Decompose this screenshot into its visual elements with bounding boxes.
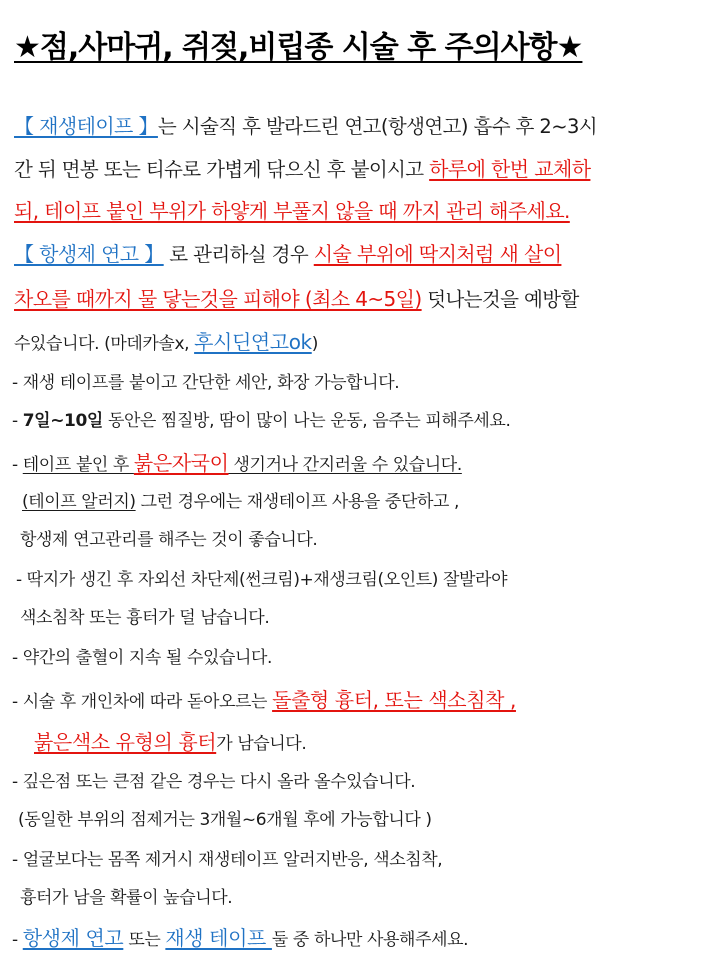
note-3-dash: - [12, 455, 23, 475]
note-9-red: 돌출형 흉터, 또는 색소침착 , [272, 688, 516, 712]
ointment-line-2-red: 차오를 때까지 물 닿는것을 피해야 (최소 4~5일) [14, 287, 422, 311]
note-7: 색소침착 또는 흉터가 덜 남습니다. [20, 608, 270, 628]
ointment-line-1-red: 시술 부위에 딱지처럼 새 살이 [313, 242, 562, 266]
tape-line-1-text: 는 시술직 후 발라드린 연고(항생연고) 흡수 후 2~3시 [157, 115, 597, 138]
note-13: - 얼굴보다는 몸쪽 제거시 재생테이프 알러지반응, 색소침착, [12, 850, 443, 870]
ointment-line-3-blue: 후시딘연고ok [194, 330, 312, 354]
note-9-text: - 시술 후 개인차에 따라 돋아오르는 [12, 692, 273, 712]
ointment-heading: 【 항생제 연고 】 [14, 242, 164, 266]
tape-line-2-red: 하루에 한번 교체하 [429, 157, 591, 181]
note-15-text: 둘 중 하나만 사용해주세요. [271, 930, 469, 950]
note-2-dash: - [12, 411, 23, 431]
tape-line-2-text: 간 뒤 면봉 또는 티슈로 가볍게 닦으신 후 붙이시고 [14, 158, 430, 181]
ointment-line-2 [14, 283, 579, 312]
note-2-bold: 7일~10일 [22, 411, 103, 431]
note-15-mid: 또는 [123, 930, 166, 950]
note-3 [12, 447, 462, 476]
note-6: - 딱지가 생긴 후 자외선 차단제(썬크림)+재생크림(오인트) 잘발라야 [16, 570, 508, 590]
ointment-line-1 [14, 238, 561, 267]
note-1: - 재생 테이프를 붙이고 간단한 세안, 화장 가능합니다. [12, 373, 400, 393]
note-3-red: 붉은자국이 [133, 451, 229, 475]
note-4-ul: (테이프 알러지) [22, 492, 136, 512]
tape-line-1 [14, 110, 597, 139]
note-4 [22, 487, 459, 512]
tape-heading: 【 재생테이프 】 [14, 114, 158, 138]
note-10-text: 가 남습니다. [216, 734, 307, 754]
tape-line-3 [14, 195, 570, 224]
note-3-ul-2: 생기거나 간지러울 수 있습니다. [228, 455, 462, 475]
note-10 [34, 726, 306, 755]
ointment-line-3 [14, 326, 318, 355]
note-3-ul-1: 테이프 붙인 후 [22, 455, 134, 475]
ointment-line-2-text: 덧나는것을 예방할 [421, 288, 579, 311]
note-14: 흉터가 남을 확률이 높습니다. [20, 888, 233, 908]
note-9 [12, 684, 516, 713]
note-15-dash: - [12, 930, 23, 950]
note-10-red: 붉은색소 유형의 흉터 [34, 730, 217, 754]
ointment-line-1-text: 로 관리하실 경우 [163, 243, 314, 266]
ointment-line-3-text: 수있습니다. (마데카솔x, [14, 334, 195, 354]
note-2-text: 동안은 찜질방, 땀이 많이 나는 운동, 음주는 피해주세요. [102, 411, 511, 431]
tape-line-2 [14, 153, 590, 182]
note-15-blue-2: 재생 테이프 [165, 926, 272, 950]
note-11: - 깊은점 또는 큰점 같은 경우는 다시 올라 올수있습니다. [12, 772, 416, 792]
tape-line-3-red: 되, 테이프 붙인 부위가 하얗게 부풀지 않을 때 까지 관리 해주세요. [14, 199, 570, 223]
note-8: - 약간의 출혈이 지속 될 수있습니다. [12, 648, 273, 668]
note-12: (동일한 부위의 점제거는 3개월~6개월 후에 가능합니다 ) [18, 810, 432, 830]
note-15-blue-1: 항생제 연고 [22, 926, 124, 950]
note-2 [12, 406, 510, 431]
ointment-line-3-end: ) [311, 334, 318, 354]
note-15 [12, 922, 468, 951]
note-5: 항생제 연고관리를 해주는 것이 좋습니다. [20, 530, 318, 550]
note-4-text: 그런 경우에는 재생테이프 사용을 중단하고 , [135, 492, 460, 512]
page-title: ★점,사마귀, 쥐젖,비립종 시술 후 주의사항★ [14, 30, 583, 65]
